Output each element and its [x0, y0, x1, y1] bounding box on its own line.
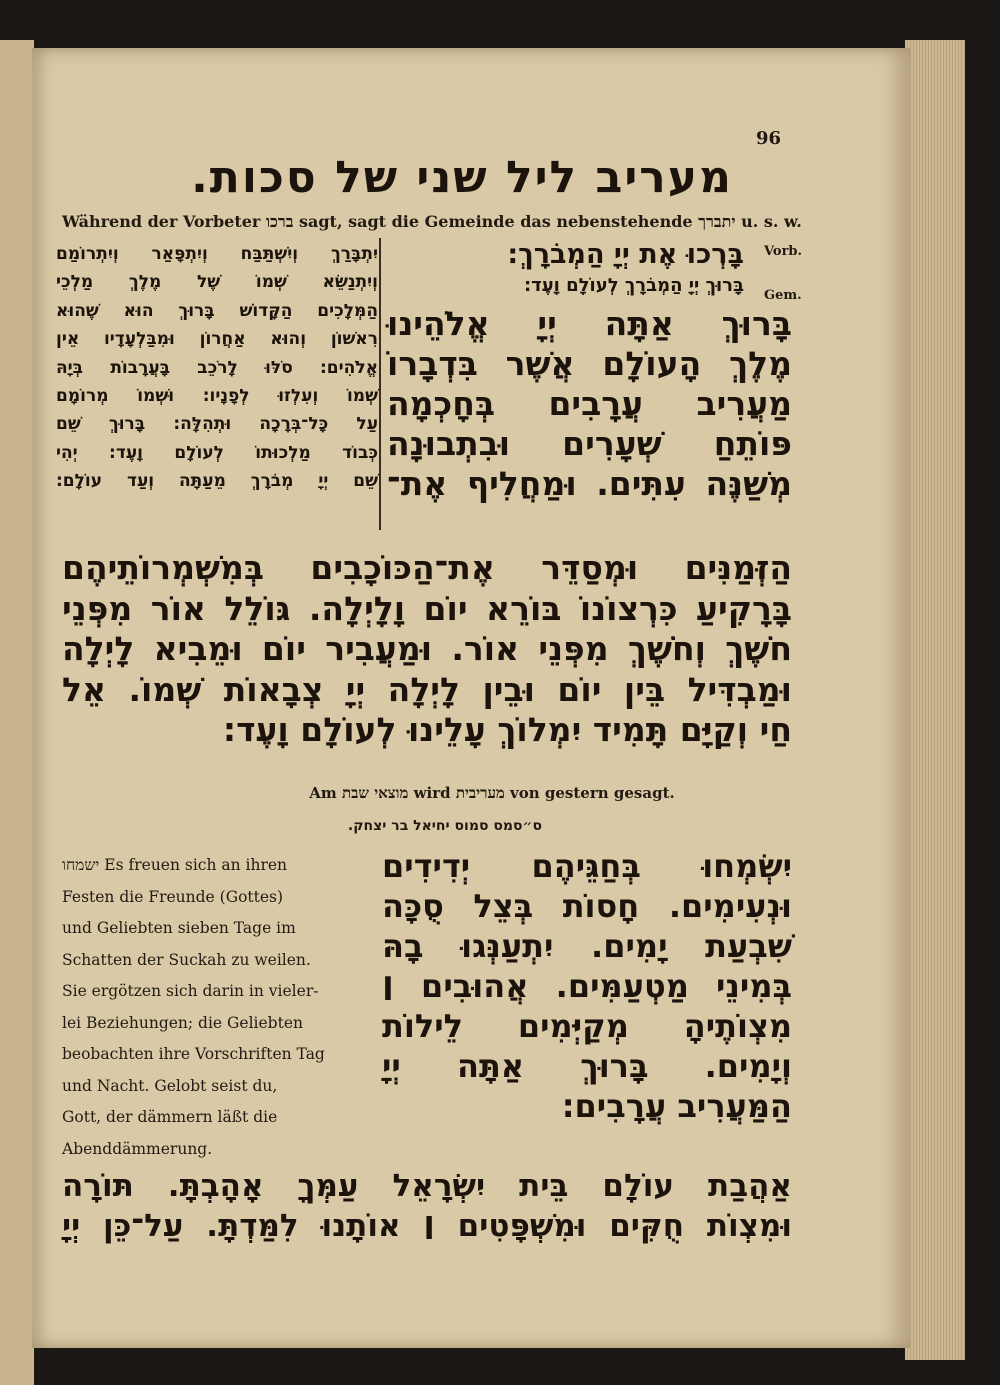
page-edges — [905, 40, 965, 1360]
page-title: מעריב ליל שני של סכות. — [191, 152, 733, 203]
text-line: חַי וְקַיָּם תָּמִיד יִמְלוֹךְ עָלֵינוּ לְעוֹלָם וָעֶד: — [222, 710, 792, 749]
ahavat-olam-paragraph — [62, 1166, 792, 1246]
poem-line: בְּמִינֵי מַטְעַמִּים. אֲהוּבִים ׀ — [382, 967, 792, 1005]
facing-page-edge — [0, 40, 34, 1385]
text-line: רִאשׁוֹן וְהוּא אַחֲרוֹן וּמִבַּלְעָדָיו אֵין — [56, 329, 378, 350]
poem-line: יִשְׂמְחוּ בְּחַגֵּיהֶם יְדִידִים — [382, 847, 792, 885]
translation-line: Gott, der dämmern läßt die — [62, 1108, 278, 1126]
poem-line: וְיָמִים. בָּרוּךְ אַתָּה יְיָ — [382, 1047, 792, 1085]
text-line: שֵׁם יְיָ מְבֹרָךְ מֵעַתָּה וְעַד עוֹלָם: — [56, 471, 378, 492]
german-translation — [62, 850, 387, 1165]
text-line: חֹשֶׁךְ וְחֹשֶׁךְ מִפְּנֵי אוֹר. וּמַעֲבִיר יוֹם וּמֵבִיא לָיְלָה — [62, 629, 792, 668]
rubric-note: Am מוצאי שבת wird מעריבית von gestern gesagt. — [309, 784, 675, 802]
text-line: שְׁמוֹ וְעִלְזוּ לְפָנָיו: וּשְׁמוֹ מְרוֹמָם — [56, 386, 378, 407]
text-line: מְשַׁנֶּה עִתִּים. וּמַחֲלִיף אֶת־ — [387, 464, 792, 503]
barchu-column — [387, 238, 792, 504]
text-line: כְּבוֹד מַלְכוּתוֹ לְעוֹלָם וָעֶד: יְהִי — [56, 442, 378, 463]
translation-line: ישמחו Es freuen sich an ihren — [62, 856, 288, 874]
instruction-line: Während der Vorbeter ברכו sagt, sagt die Gemeinde das nebenstehende יתברך u. s. w. — [62, 212, 802, 231]
book-page — [32, 48, 910, 1348]
text-line: אֱלֹהִים: סֹלּוּ לָרֹכֵב בָּעֲרָבוֹת בְּיָהּ — [56, 357, 378, 378]
poem-line: הַמַּעֲרִיב עֲרָבִים: — [561, 1087, 792, 1125]
text-line: הַמְּלָכִים הַקָּדוֹשׁ בָּרוּךְ הוּא שֶׁהוּא — [56, 300, 378, 321]
translation-line: Abenddämmerung. — [62, 1139, 213, 1158]
vorbeter-label: Vorb. — [764, 244, 803, 259]
response-line: בָּרוּךְ יְיָ הַמְבֹרָךְ לְעוֹלָם וָעֶד: — [523, 275, 744, 296]
text-line: וּמִצְוֹת חֻקִּים וּמִשְׁפָּטִים ׀ אוֹתָנוּ לִמַּדְתָּ. עַל־כֵּן יְיָ — [62, 1208, 792, 1244]
poem-line: שִׁבְעַת יָמִים. יִתְעַנְּגוּ בָהּ — [382, 927, 792, 965]
text-line: פּוֹתֵחַ שְׁעָרִים וּבִתְבוּנָה — [387, 424, 792, 463]
text-line: עַל כָּל־בְּרָכָה וּתְהִלָּה: בָּרוּךְ שֵׁם — [56, 414, 378, 435]
text-line: מַעֲרִיב עֲרָבִים בְּחָכְמָה — [387, 384, 792, 423]
text-line: הַזְּמַנִּים וּמְסַדֵּר אֶת־הַכּוֹכָבִים בְּמִשְׁמְרוֹתֵיהֶם — [62, 548, 792, 587]
translation-line: Sie ergötzen sich darin in vieler- — [62, 982, 319, 1000]
barchu-line: בָּרְכוּ אֶת יְיָ הַמְבֹרָךְ: — [507, 239, 744, 270]
text-line: וְיִתְנַשֵּׂא שְׁמוֹ שֶׁל מֶלֶךְ מַלְכֵי — [56, 272, 378, 293]
text-line: מֶלֶךְ הָעוֹלָם אֲשֶׁר בִּדְבָרוֹ — [387, 344, 792, 383]
translation-line: und Geliebten sieben Tage im — [62, 919, 296, 937]
text-line: יִתְבָּרַךְ וְיִשְׁתַּבַּח וְיִתְפָּאַר וְיִתְרוֹמַם — [56, 244, 378, 264]
poem-line: מִצְוֹתֶיהָ מְקַיְּמִים לֵילוֹת — [382, 1007, 792, 1045]
maariv-paragraph — [62, 548, 792, 751]
translation-line: Schatten der Suckah zu weilen. — [62, 950, 311, 969]
text-line: בָּרָקִיעַ כִּרְצוֹנוֹ בּוֹרֵא יוֹם וָלָיְלָה. גּוֹלֵל אוֹר מִפְּנֵי — [62, 588, 792, 628]
translation-line: beobachten ihre Vorschriften Tag — [62, 1045, 325, 1063]
page-number: 96 — [756, 128, 782, 149]
translation-line: Festen die Freunde (Gottes) — [62, 887, 284, 906]
text-line: וּמַבְדִּיל בֵּין יוֹם וּבֵין לָיְלָה יְיָ צְבָאוֹת שְׁמוֹ. אֵל — [62, 669, 792, 709]
translation-line: und Nacht. Gelobt seist du, — [62, 1076, 278, 1095]
gemeinde-label: Gem. — [764, 288, 802, 303]
translation-line: lei Beziehungen; die Geliebten — [62, 1013, 303, 1032]
acrostic-credit: ס״סמס סמוס יחיאל בר יצחק. — [347, 818, 542, 834]
yismechu-poem — [382, 846, 792, 1126]
text-line: בָּרוּךְ אַתָּה יְיָ אֱלֹהֵינוּ — [387, 304, 792, 343]
text-line: אַהֲבַת עוֹלָם בֵּית יִשְׂרָאֵל עַמְּךָ אָהָבְתָּ. תּוֹרָה — [62, 1168, 792, 1204]
poem-line: וּנְעִימִים. חָסוֹת בְּצֵל סֻכָּה — [382, 887, 792, 925]
column-divider — [379, 238, 381, 530]
yitbarach-column — [56, 240, 378, 496]
